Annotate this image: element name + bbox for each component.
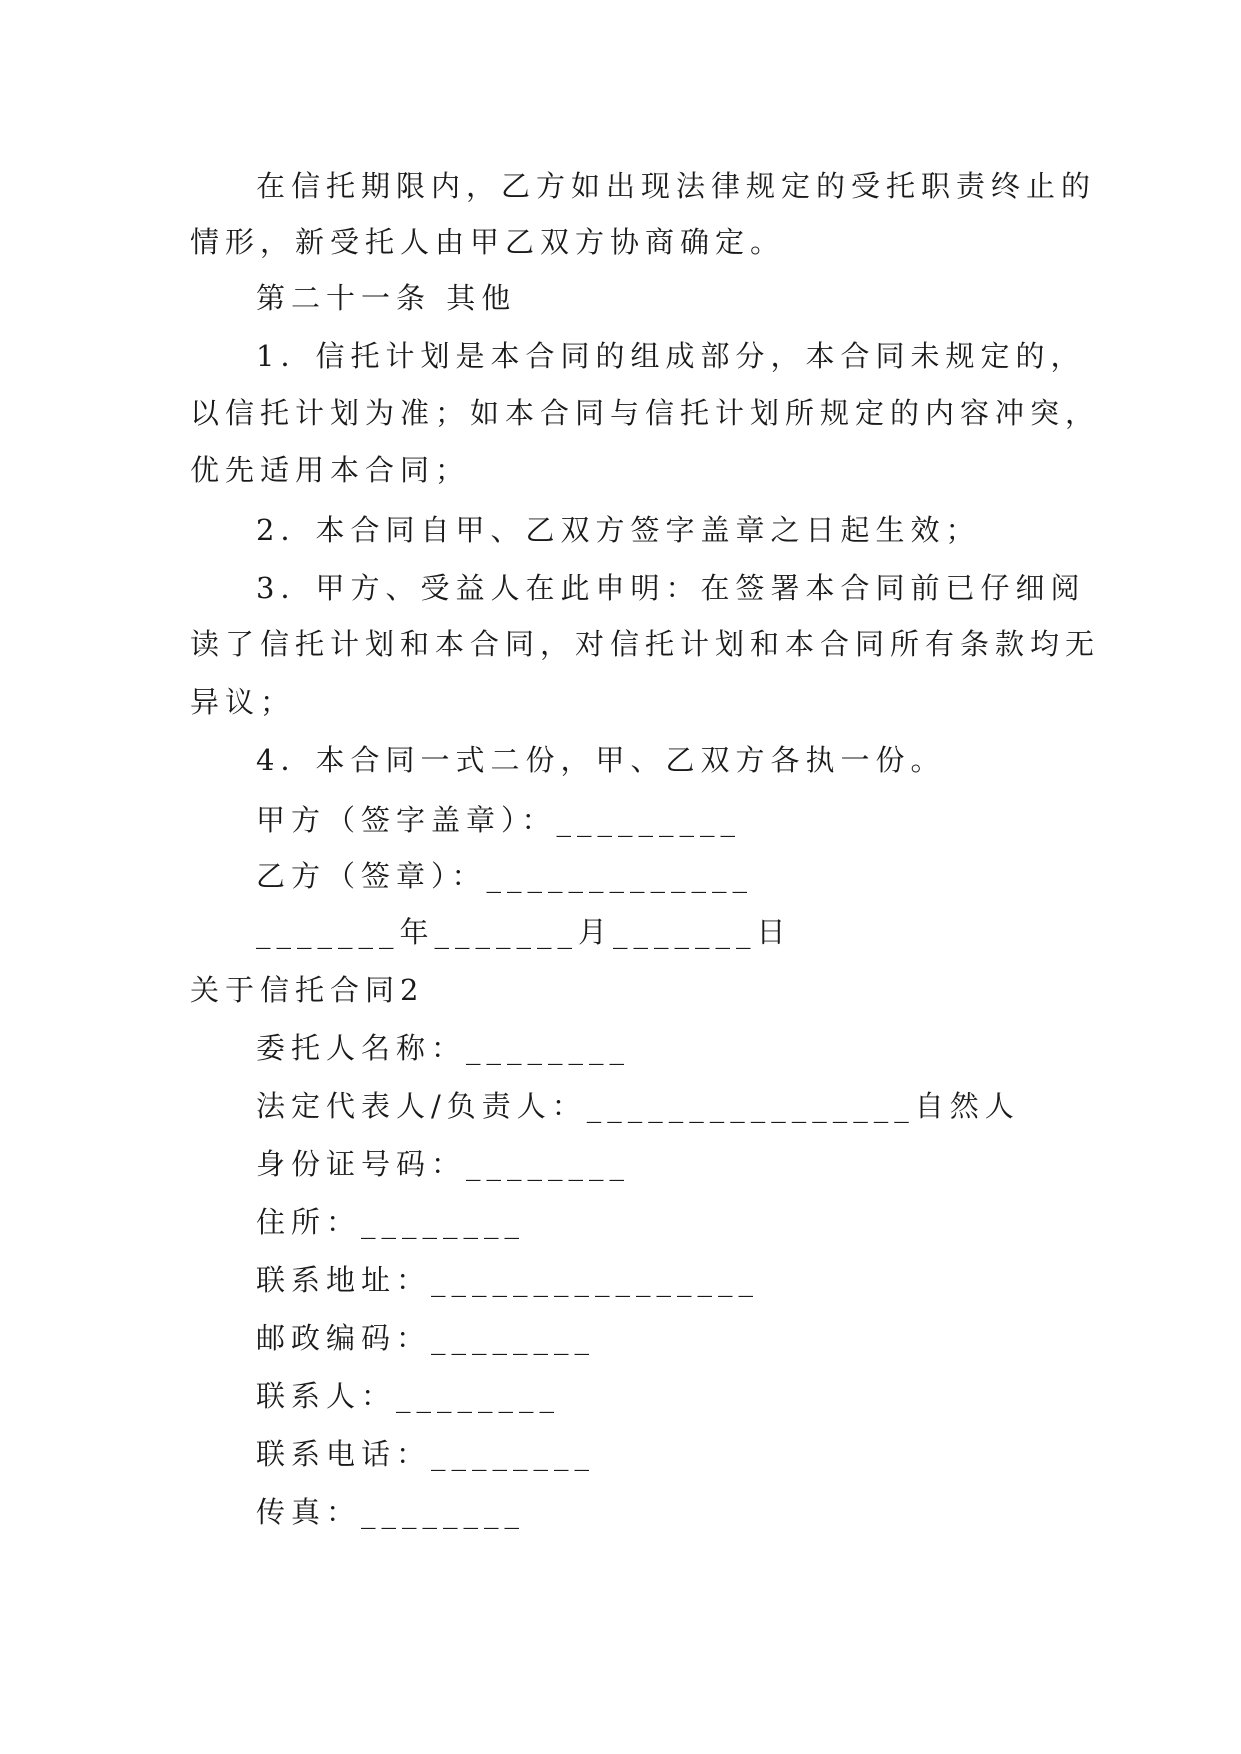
form-field-fax: 传真：________ [256, 1495, 526, 1529]
paragraph-line: 2．本合同自甲、乙双方签字盖章之日起生效； [256, 513, 981, 547]
paragraph-line: 1．信托计划是本合同的组成部分，本合同未规定的， [256, 339, 1086, 373]
form-field-residence: 住所：________ [256, 1205, 526, 1239]
form-field-legal-representative: 法定代表人/负责人：________________自然人 [256, 1089, 1020, 1123]
date-field: _______年_______月_______日 [256, 915, 792, 949]
paragraph-line: 4．本合同一式二份，甲、乙双方各执一份。 [256, 743, 946, 777]
paragraph-line: 以信托计划为准；如本合同与信托计划所规定的内容冲突， [190, 396, 1101, 430]
paragraph-line: 优先适用本合同； [190, 453, 471, 487]
form-field-phone: 联系电话：________ [256, 1437, 596, 1471]
paragraph-line: 读了信托计划和本合同，对信托计划和本合同所有条款均无 [190, 627, 1101, 661]
form-field-postal-code: 邮政编码：________ [256, 1321, 596, 1355]
signature-field-party-a: 甲方（签字盖章）：_________ [256, 803, 742, 837]
section-heading: 第二十一条 其他 [256, 281, 517, 315]
paragraph-line: 情形，新受托人由甲乙双方协商确定。 [190, 225, 786, 259]
form-field-client-name: 委托人名称：________ [256, 1031, 631, 1065]
signature-field-party-b: 乙方（签章）：_____________ [256, 859, 754, 893]
paragraph-line: 异议； [190, 685, 296, 719]
paragraph-line: 在信托期限内，乙方如出现法律规定的受托职责终止的 [256, 169, 1097, 203]
form-field-id-number: 身份证号码：________ [256, 1147, 631, 1181]
section-title: 关于信托合同2 [190, 973, 425, 1007]
form-field-address: 联系地址：________________ [256, 1263, 760, 1297]
paragraph-line: 3．甲方、受益人在此申明：在签署本合同前已仔细阅 [256, 571, 1086, 605]
form-field-contact-person: 联系人：________ [256, 1379, 561, 1413]
